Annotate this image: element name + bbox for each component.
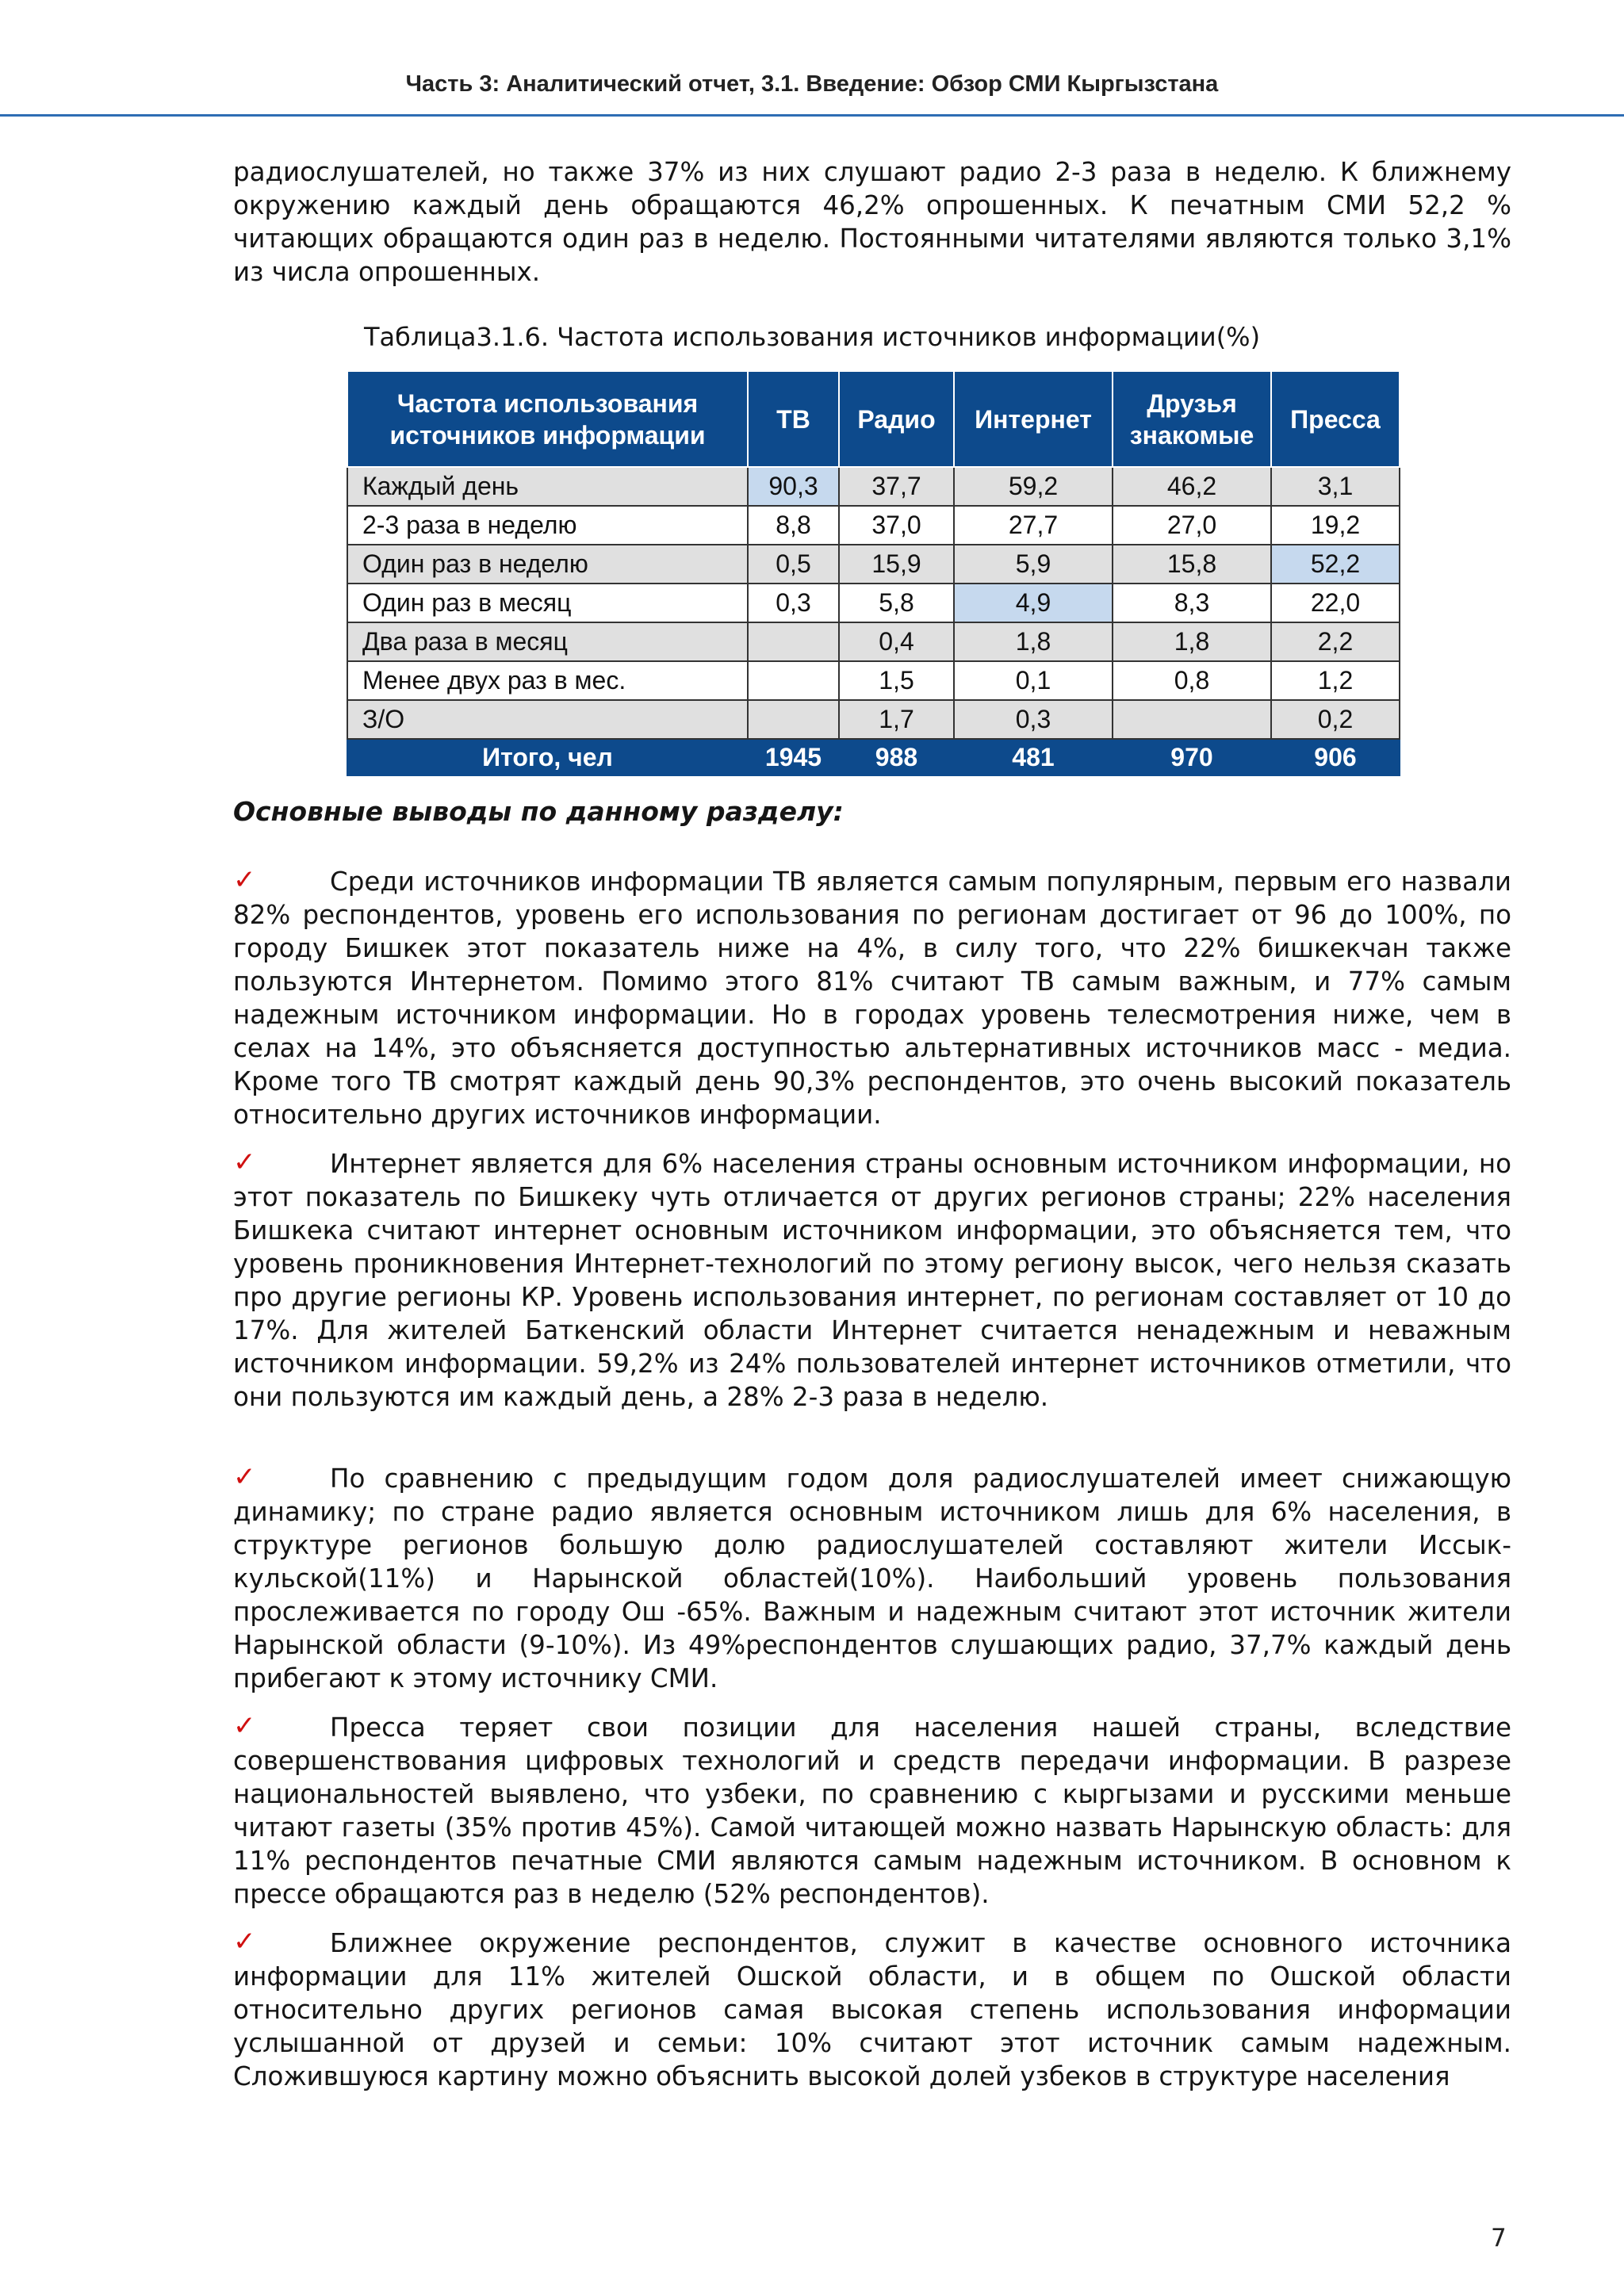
page-number: 7	[1491, 2224, 1507, 2252]
table-row	[347, 545, 1400, 584]
table-cell	[748, 700, 839, 739]
table-cell: 27,0	[1113, 506, 1271, 545]
bullet-text: Среди источников информации ТВ является самым популярным, первым его назвали 82% респондентов, уровень его использования по регионам достигает от 96 до 100%, по городу Бишкек этот показатель ниже на 4%, в силу того, что 22% бишкекчан также пользуются Интернетом. Помимо этого 81% считают ТВ самым важным, и 77% самым надежным источником информации. Но в городах уровень телесмотрения ниже, чем в селах на 14%, это объясняется доступностью альтернативных источников масс - медиа. Кроме того ТВ смотрят каждый день 90,3% респондентов, это очень высокий показатель относительно других источников информации.	[233, 867, 1511, 1130]
check-icon: ✓	[233, 864, 256, 896]
header-radio: Радио	[839, 371, 954, 467]
table-row	[347, 467, 1400, 506]
table-row	[347, 506, 1400, 545]
bullet-text: По сравнению с предыдущим годом доля радиослушателей имеет снижающую динамику; по стране радио является основным источником лишь для 6% населения, в структуре регионов большую долю радиослушателей составляют жители Иссык-кульской(11%) и Нарынской областей(10%). Наибольший уровень пользования прослеживается по городу Ош -65%. Важным и надежным считают этот источник жители Нарынской области (9-10%). Из 49%респондентов слушающих радио, 37,7% каждый день прибегают к этому источнику СМИ.	[233, 1464, 1511, 1693]
table-cell: 37,0	[839, 506, 954, 545]
row-label: Один раз в месяц	[347, 584, 748, 622]
table-cell: 0,8	[1113, 661, 1271, 700]
header-internet: Интернет	[954, 371, 1113, 467]
total-cell: 970	[1113, 739, 1271, 775]
table-cell: 19,2	[1271, 506, 1400, 545]
table-cell: 0,2	[1271, 700, 1400, 739]
table-cell: 8,8	[748, 506, 839, 545]
table-total-row	[347, 739, 1400, 775]
total-cell: 1945	[748, 739, 839, 775]
table-cell	[748, 622, 839, 661]
table-cell: 22,0	[1271, 584, 1400, 622]
total-cell: 481	[954, 739, 1113, 775]
total-cell: 906	[1271, 739, 1400, 775]
table-cell: 5,9	[954, 545, 1113, 584]
table-cell: 3,1	[1271, 467, 1400, 506]
table-cell: 1,7	[839, 700, 954, 739]
row-label: Два раза в месяц	[347, 622, 748, 661]
check-icon: ✓	[233, 1146, 256, 1178]
table-cell: 59,2	[954, 467, 1113, 506]
bullet-text: Интернет является для 6% населения страны основным источником информации, но этот показатель по Бишкеку чуть отличается от других регионов страны; 22% населения Бишкека считают интернет основным источником информации, это объясняется тем, что уровень проникновения Интернет-технологий по этому региону высок, чего нельзя сказать про другие регионы КР. Уровень использования интернет, по регионам составляет от 10 до 17%. Для жителей Баткенский области Интернет считается ненадежным и неважным источником информации. 59,2% из 24% пользователей интернет источников отметили, что они пользуются им каждый день, а 28% 2-3 раза в неделю.	[233, 1149, 1511, 1412]
intro-paragraph: радиослушателей, но также 37% из них слушают радио 2-3 раза в неделю. К ближнему окружению каждый день обращаются 46,2% опрошенных. К печатным СМИ 52,2 % читающих обращаются один раз в неделю. Постоянными читателями являются только 3,1% из числа опрошенных.	[233, 157, 1511, 287]
table-cell: 46,2	[1113, 467, 1271, 506]
header-divider	[0, 114, 1624, 117]
row-label: 2-3 раза в неделю	[347, 506, 748, 545]
header-press: Пресса	[1271, 371, 1400, 467]
table-cell: 15,8	[1113, 545, 1271, 584]
table-row	[347, 622, 1400, 661]
table-row	[347, 700, 1400, 739]
table-cell: 0,4	[839, 622, 954, 661]
table-cell: 27,7	[954, 506, 1113, 545]
bullet-item	[233, 1927, 1511, 2093]
table-cell: 1,5	[839, 661, 954, 700]
total-cell: 988	[839, 739, 954, 775]
check-icon: ✓	[233, 1461, 256, 1493]
table-cell: 0,3	[748, 584, 839, 622]
table-cell: 4,9	[954, 584, 1113, 622]
row-label: Каждый день	[347, 467, 748, 506]
total-label: Итого, чел	[347, 739, 748, 775]
table-cell: 90,3	[748, 467, 839, 506]
bullet-item	[233, 1147, 1511, 1414]
table-header-row	[347, 371, 1400, 467]
bullet-item	[233, 1711, 1511, 1911]
table-cell: 0,3	[954, 700, 1113, 739]
table-cell: 8,3	[1113, 584, 1271, 622]
bullet-text: Пресса теряет свои позиции для населения нашей страны, вследствие совершенствования цифровых технологий и средств передачи информации. В разрезе национальностей выявлено, что узбеки, по сравнению с кыргызами и русскими меньше читают газеты (35% против 45%). Самой читающей можно назвать Нарынскую область: для 11% респондентов печатные СМИ являются самым надежным источником. В основном к прессе обращаются раз в неделю (52% респондентов).	[233, 1712, 1511, 1909]
table-cell	[748, 661, 839, 700]
table-cell: 52,2	[1271, 545, 1400, 584]
bullet-text: Ближнее окружение респондентов, служит в качестве основного источника информации для 11% жителей Ошской области, и в общем по Ошской области относительно других регионов самая высокая степень использования информации услышанной от друзей и семьи: 10% считают этот источник самым надежным. Сложившуюся картину можно объяснить высокой долей узбеков в структуре населения	[233, 1928, 1511, 2091]
table-cell: 37,7	[839, 467, 954, 506]
table-cell: 15,9	[839, 545, 954, 584]
table-cell: 1,8	[1113, 622, 1271, 661]
row-label: Менее двух раз в мес.	[347, 661, 748, 700]
table-cell	[1113, 700, 1271, 739]
header-tv: ТВ	[748, 371, 839, 467]
table-cell: 0,1	[954, 661, 1113, 700]
table-caption: Таблица3.1.6. Частота использования источников информации(%)	[363, 322, 1261, 352]
bullet-item	[233, 865, 1511, 1131]
section-title: Основные выводы по данному разделу:	[233, 796, 844, 827]
table-cell: 1,8	[954, 622, 1113, 661]
table-row	[347, 661, 1400, 700]
row-label: Один раз в неделю	[347, 545, 748, 584]
table-cell: 1,2	[1271, 661, 1400, 700]
table-cell: 2,2	[1271, 622, 1400, 661]
check-icon: ✓	[233, 1926, 256, 1957]
check-icon: ✓	[233, 1710, 256, 1742]
bullet-item	[233, 1462, 1511, 1695]
row-label: З/О	[347, 700, 748, 739]
page-header: Часть 3: Аналитический отчет, 3.1. Введение: Обзор СМИ Кыргызстана	[405, 71, 1219, 97]
table-cell: 5,8	[839, 584, 954, 622]
header-friends: Друзья знакомые	[1113, 371, 1271, 467]
frequency-table	[347, 370, 1400, 776]
table-row	[347, 584, 1400, 622]
table-cell: 0,5	[748, 545, 839, 584]
header-frequency: Частота использования источников информации	[347, 371, 748, 467]
